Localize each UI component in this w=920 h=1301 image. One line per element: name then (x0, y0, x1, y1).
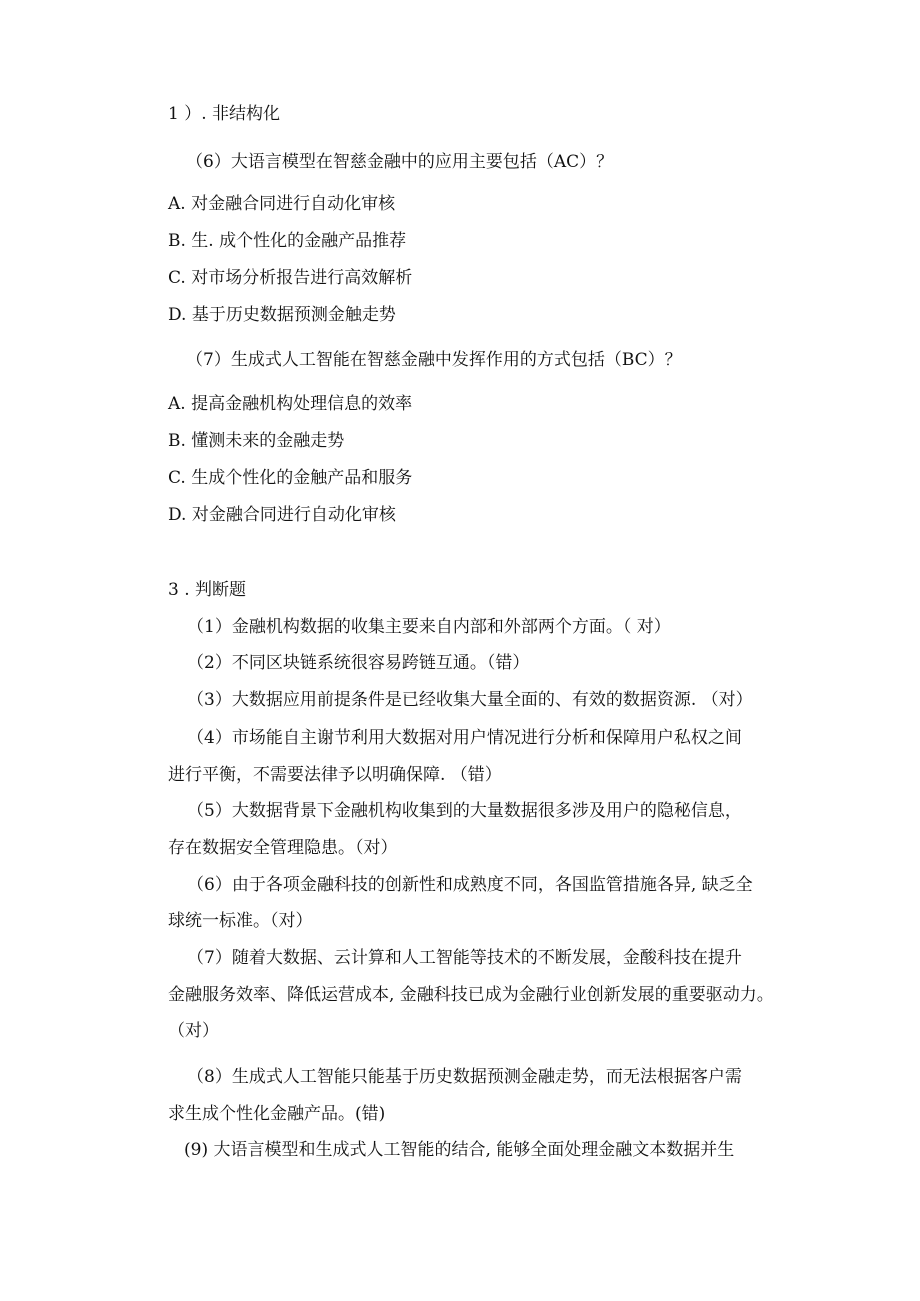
q6-option-c: C. 对市场分析报告进行高效解析 (168, 268, 413, 288)
section-1-heading: 1 ）. 非结构化 (168, 104, 281, 124)
judgment-item-8-line-1: （8）生成式人工智能只能基于历史数据预测金融走势，而无法根据客户需 (187, 1067, 742, 1087)
judgment-item-1: （1）金融机构数据的收集主要来自内部和外部两个方面。（ 对） (187, 617, 671, 637)
judgment-item-6-line-2: 球统一标准。（对） (168, 911, 313, 931)
q6-option-a: A. 对金融合同进行自动化审核 (168, 194, 396, 214)
judgment-item-9-line-1: (9) 大语言模型和生成式人工智能的结合, 能够全面处理金融文本数据并生 (184, 1140, 735, 1160)
judgment-item-3: （3）大数据应用前提条件是已经收集大量全面的、有效的数据资源. （对） (187, 690, 753, 710)
question-7: （7）生成式人工智能在智慈金融中发挥作用的方式包括（BC）？ (186, 350, 682, 370)
q6-option-b: B. 生. 成个性化的金融产品推荐 (168, 231, 407, 251)
section-3-heading: 3 . 判断题 (168, 580, 247, 600)
judgment-item-2: （2）不同区块链系统很容易跨链互通。（错） (187, 653, 530, 673)
judgment-item-8-line-2: 求生成个性化金融产品。(错) (168, 1104, 386, 1124)
judgment-item-5-line-2: 存在数据安全管理隐患。（对） (168, 838, 398, 858)
judgment-item-7-line-1: （7）随着大数据、云计算和人工智能等技术的不断发展，金酸科技在提升 (187, 948, 742, 968)
q7-option-d: D. 对金融合同进行自动化审核 (168, 505, 396, 525)
judgment-item-6-line-1: （6）由于各项金融科技的创新性和成熟度不同，各国监管措施各异, 缺乏全 (187, 875, 753, 895)
q7-option-a: A. 提高金融机构处理信息的效率 (168, 394, 413, 414)
q6-option-d: D. 基于历史数据预测金触走势 (168, 305, 396, 325)
q7-option-b: B. 懂测未来的金融走势 (168, 431, 345, 451)
judgment-item-5-line-1: （5）大数据背景下金融机构收集到的大量数据很多涉及用户的隐秘信息， (187, 801, 742, 821)
question-6: （6）大语言模型在智慈金融中的应用主要包括（AC）？ (186, 152, 614, 172)
judgment-item-4-line-1: （4）市场能自主谢节利用大数据对用户情况进行分析和保障用户私权之间 (187, 728, 742, 748)
judgment-item-4-line-2: 进行平衡，不需要法律予以明确保障. （错） (168, 765, 502, 785)
q7-option-c: C. 生成个性化的金触产品和服务 (168, 468, 413, 488)
judgment-item-7-line-2: 金融服务效率、降低运营成本, 金融科技已成为金融行业创新发展的重要驱动力。 (168, 985, 774, 1005)
judgment-item-7-line-3: （对） (168, 1021, 219, 1041)
